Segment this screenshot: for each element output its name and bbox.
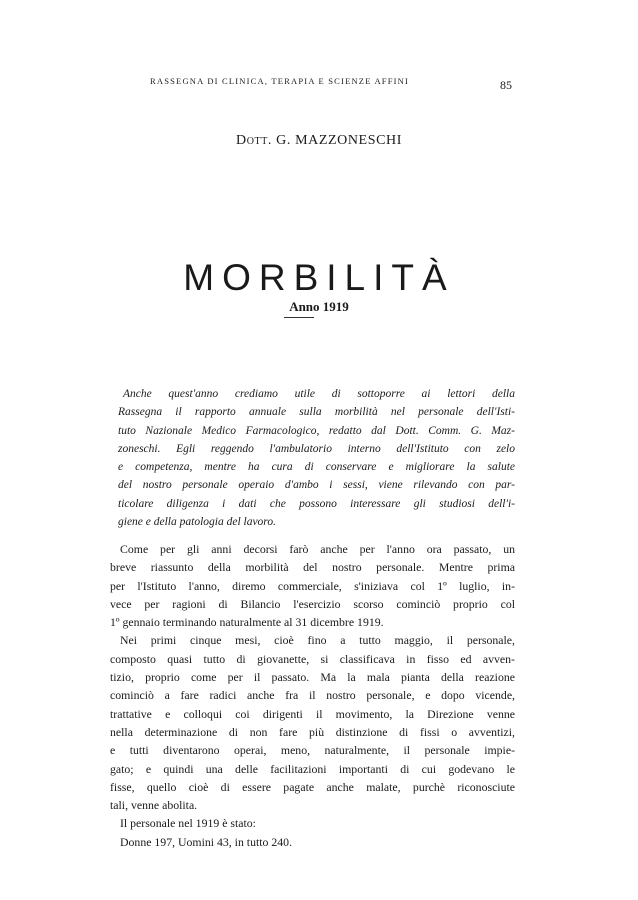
body-line: gato; e quindi una delle facilitazioni importanti di cui godevano le: [110, 761, 515, 776]
body-line: trattative e colloqui coi dirigenti il movimento, la Direzione venne: [110, 706, 515, 721]
body-line: breve riassunto della morbilità del nostro personale. Mentre prima: [110, 560, 515, 575]
body-line: composto quasi tutto di giovanette, si classificava in fisso ed avven-: [110, 651, 515, 666]
body-line: cominciò a fare radici anche fra il nostro personale, e dopo vicende,: [110, 688, 515, 703]
body-line: Come per gli anni decorsi farò anche per l'anno ora passato, un: [120, 542, 515, 556]
intro-line: Anche quest'anno crediamo utile di sottoporre ai lettori della: [123, 388, 515, 400]
page-number: 85: [500, 78, 512, 92]
body-line: vece per ragioni di Bilancio l'esercizio scorso cominciò proprio col: [110, 596, 515, 611]
intro-paragraph: [118, 385, 515, 531]
body-text: [110, 540, 515, 851]
article-subtitle: Anno 1919: [289, 299, 349, 314]
intro-line: ticolare diligenza i dati che possono interessare gli studiosi dell'i-: [118, 497, 515, 510]
intro-line: Rassegna il rapporto annuale sulla morbilità nel personale dell'Isti-: [118, 406, 515, 419]
body-line: tizio, proprio come per il passato. Ma la mala pianta della reazione: [110, 670, 515, 685]
body-line: 1º gennaio terminando naturalmente al 31 dicembre 1919.: [110, 615, 384, 630]
body-line: per l'Istituto l'anno, diremo commerciale, s'iniziava col 1º luglio, in-: [110, 578, 515, 593]
intro-line: tuto Nazionale Medico Farmacologico, redatto dal Dott. Comm. G. Maz-: [118, 424, 515, 437]
body-line: Donne 197, Uomini 43, in tutto 240.: [120, 834, 293, 849]
author-name: G. MAZZONESCHI: [276, 133, 402, 148]
author-prefix: Dott.: [235, 133, 273, 148]
body-line: nella determinazione di non fare più distinzione di fissi o avventizi,: [110, 724, 515, 739]
author-line: [0, 133, 638, 149]
title-rule: [284, 317, 314, 318]
article-title: MORBILITÀ: [183, 257, 455, 298]
body-line: fisse, quello cioè di essere pagate anche malate, purchè riconosciute: [110, 779, 515, 794]
running-head: RASSEGNA DI CLINICA, TERAPIA E SCIENZE AFFINI: [150, 76, 410, 86]
body-line: e tutti diventarono operai, meno, naturalmente, il personale impie-: [110, 743, 515, 758]
intro-line: del nostro personale operaio d'ambo i sessi, viene rilevando con par-: [118, 479, 515, 492]
body-line: Il personale nel 1919 è stato:: [120, 816, 256, 831]
intro-line: zoneschi. Egli reggendo l'ambulatorio interno dell'Istituto con zelo: [118, 442, 515, 455]
body-line: tali, venne abolita.: [110, 798, 198, 813]
intro-line: giene e della patologia del lavoro.: [118, 516, 276, 529]
body-line: Nei primi cinque mesi, cioè fino a tutto maggio, il personale,: [120, 633, 515, 648]
intro-line: e competenza, mentre ha cura di conservare e migliorare la salute: [118, 461, 515, 474]
